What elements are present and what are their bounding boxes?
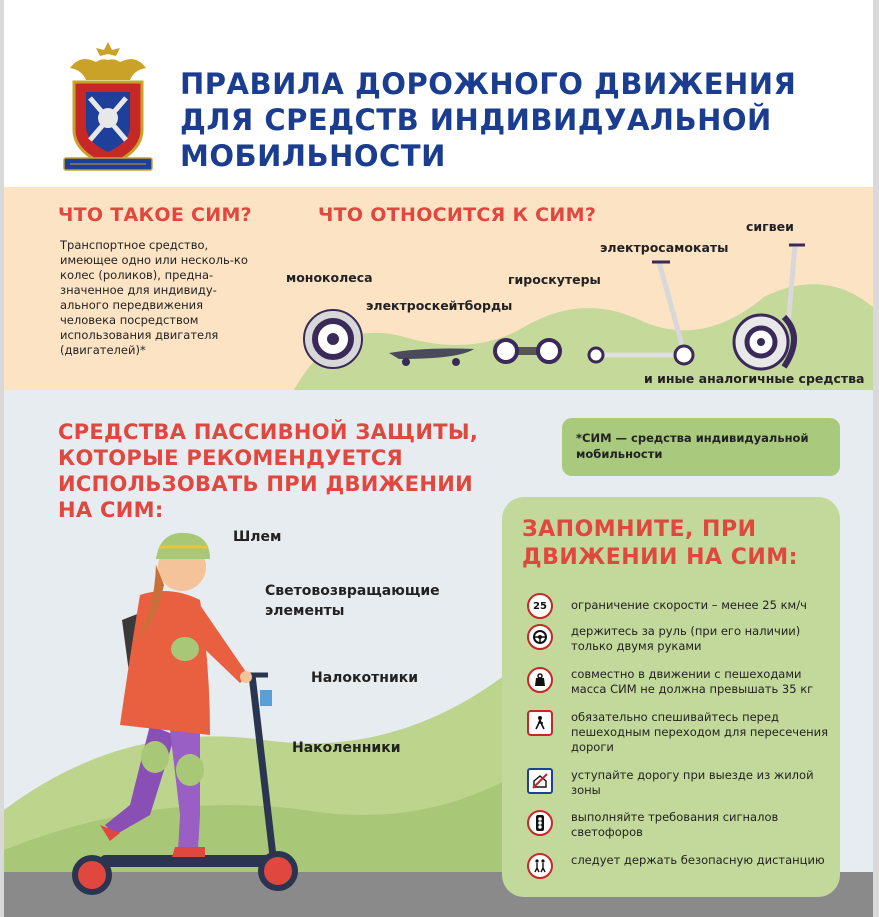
steering-wheel-icon: [527, 624, 553, 650]
gyroscooter-label: гироскутеры: [508, 272, 601, 287]
rule-item: [527, 853, 831, 879]
reflective-label: Световозвращающие элементы: [265, 583, 440, 619]
weight-icon: [527, 667, 553, 693]
eskateboard-label: электроскейтборды: [366, 298, 513, 313]
segway-label: сигвеи: [746, 219, 794, 234]
rule-text: уступайте дорогу при выезде из жилой зоны: [571, 768, 814, 797]
title-line: ДЛЯ СРЕДСТВ ИНДИВИДУАЛЬНОЙ: [180, 103, 772, 137]
rule-text: держитесь за руль (при его наличии) только двумя руками: [571, 624, 801, 653]
rule-item: [527, 810, 831, 840]
title-line: НА СИМ:: [58, 498, 164, 522]
title-line: ПРАВИЛА ДОРОЖНОГО ДВИЖЕНИЯ: [180, 67, 797, 101]
sim-types-title: ЧТО ОТНОСИТСЯ К СИМ?: [318, 204, 597, 226]
page-title: [180, 66, 840, 174]
other-devices-label: и иные аналогичные средства: [644, 371, 865, 386]
escooter-label: электросамокаты: [600, 240, 729, 255]
rule-text: совместно в движении с пешеходами масса СИМ не должна превышать 35 кг: [571, 667, 814, 696]
rule-item: [527, 768, 831, 798]
reflector-icon: [260, 690, 272, 706]
rule-text: выполняйте требования сигналов светофоров: [571, 810, 779, 839]
knee-pads-label: Наколенники: [292, 740, 401, 756]
rule-item: [527, 624, 831, 654]
right-border: [873, 0, 879, 917]
elbow-pad-icon: [171, 637, 199, 661]
title-line: КОТОРЫЕ РЕКОМЕНДУЕТСЯ: [58, 446, 404, 470]
title-line: ДВИЖЕНИИ НА СИМ:: [522, 545, 798, 570]
rule-item: [527, 667, 831, 697]
knee-pad-icon: [141, 741, 169, 773]
speed-limit-icon: 25: [527, 593, 553, 619]
title-line: ИСПОЛЬЗОВАТЬ ПРИ ДВИЖЕНИИ: [58, 472, 473, 496]
elbow-pads-label: Налокотники: [311, 670, 419, 686]
pedestrian-crossing-icon: [527, 710, 553, 736]
title-line: ЗАПОМНИТЕ, ПРИ: [522, 517, 757, 542]
rule-text: ограничение скорости – менее 25 км/ч: [571, 598, 807, 612]
what-is-sim-title: ЧТО ТАКОЕ СИМ?: [58, 204, 252, 226]
title-line: МОБИЛЬНОСТИ: [180, 139, 446, 173]
monowheel-label: моноколеса: [286, 270, 373, 285]
sim-definition: Транспортное средство, имеющее одно или несколь-ко колес (роликов), предна-значенное для индивиду-ального передвижения человека посредством использования двигателя (двигателей)*: [60, 238, 248, 357]
rule-item: [527, 593, 831, 619]
rule-text: следует держать безопасную дистанцию: [571, 853, 825, 867]
monowheel-icon: [304, 310, 362, 368]
police-emblem-icon: [60, 40, 156, 175]
residential-zone-icon: [527, 768, 553, 794]
passive-protection-title: [58, 419, 508, 523]
helmet-label: Шлем: [233, 529, 282, 545]
title-line: СРЕДСТВА ПАССИВНОЙ ЗАЩИТЫ,: [58, 420, 479, 444]
rule-text: обязательно спешивайтесь перед пешеходным переходом для пересечения дороги: [571, 710, 829, 754]
distance-icon: [527, 853, 553, 879]
remember-title: [522, 516, 842, 572]
sim-abbreviation-note: *СИМ — средства индивидуальной мобильности: [562, 418, 840, 476]
rule-item: [527, 710, 831, 755]
traffic-light-icon: [527, 810, 553, 836]
